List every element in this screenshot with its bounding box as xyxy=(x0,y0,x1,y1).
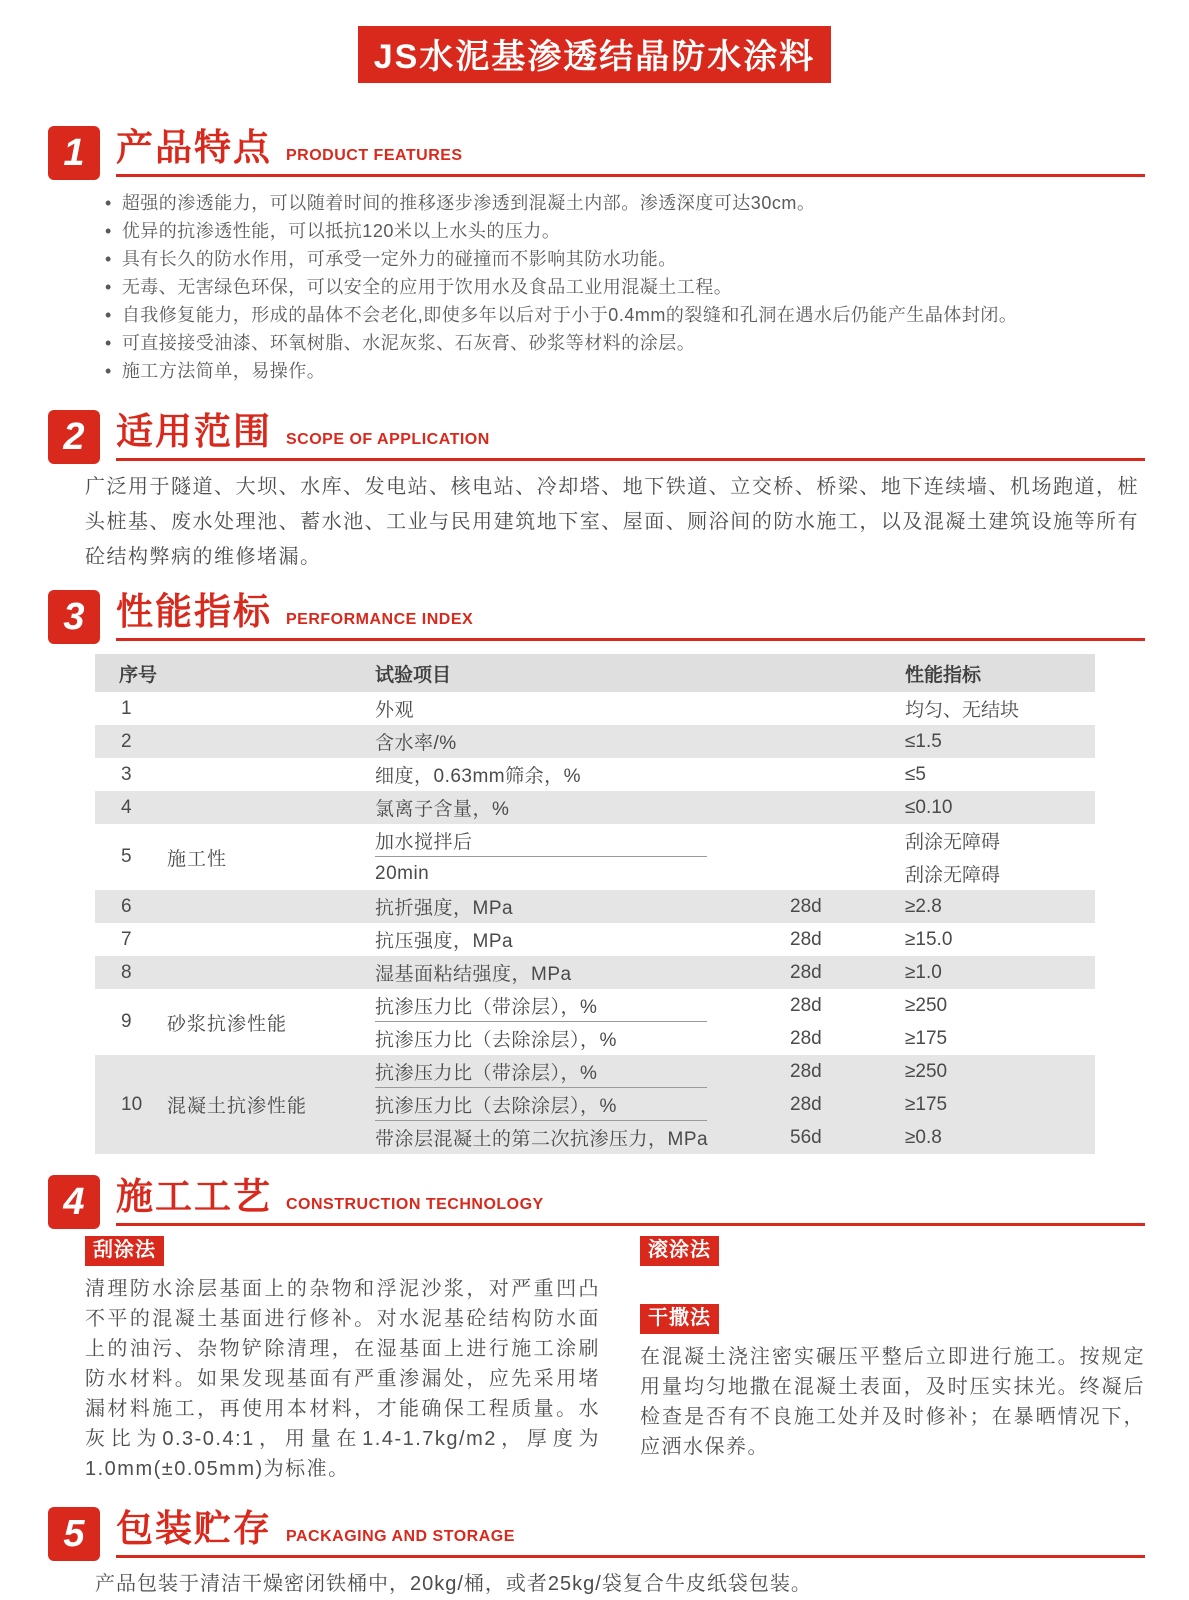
cell-category: 混凝土抗渗性能 xyxy=(167,1096,308,1117)
table-subrow xyxy=(375,1121,1095,1154)
table-body xyxy=(95,692,1095,1154)
section-title-rule xyxy=(116,1498,1145,1558)
cell-test-item: 抗渗压力比（去除涂层），% xyxy=(375,1096,617,1117)
cell-test-item: 氯离子含量，% xyxy=(375,799,510,820)
cell-index-value: ≤5 xyxy=(905,763,926,785)
feature-item: • 施工方法简单，易操作。 xyxy=(105,357,1129,385)
cell-index-value: 刮涂无障碍 xyxy=(905,832,1001,853)
table-row xyxy=(95,692,1095,725)
method-scrape-block xyxy=(85,1236,600,1484)
cell-items xyxy=(375,824,1095,890)
cell-age: 28d xyxy=(790,928,822,950)
table-subrow xyxy=(375,923,1095,956)
section-number-badge: 3 xyxy=(48,590,100,644)
feature-item: • 自我修复能力，形成的晶体不会老化,即使多年以后对于小于0.4mm的裂缝和孔洞在遇水后仍能产生晶体封闭。 xyxy=(105,301,1129,329)
section-title-cn: 施工工艺 xyxy=(116,1176,272,1217)
table-subrow xyxy=(375,890,1095,923)
table-subrow xyxy=(375,1055,1095,1088)
cell-items xyxy=(375,758,1095,791)
table-row xyxy=(95,824,1095,890)
table-header-row xyxy=(95,654,1095,692)
section-features xyxy=(0,117,1189,385)
cell-no: 5 xyxy=(121,846,132,867)
table-subrow xyxy=(375,989,1095,1022)
cell-no: 3 xyxy=(121,763,132,785)
cell-category: 砂浆抗渗性能 xyxy=(167,1013,288,1035)
cell-no: 6 xyxy=(121,895,132,917)
cell-test-item: 外观 xyxy=(375,700,415,721)
cell-index-value: 均匀、无结块 xyxy=(905,700,1020,721)
table-row xyxy=(95,791,1095,824)
cell-test-item: 抗渗压力比（去除涂层），% xyxy=(375,1030,617,1051)
method-text-scrape: 清理防水涂层基面上的杂物和浮泥沙浆，对严重凹凸不平的混凝土基面进行修补。对水泥基砼结构防水面上的油污、杂物铲除清理，在湿基面上进行施工涂刷防水材料。如果发现基面有严重渗漏处，应先采用堵漏材料施工，再使用本材料，才能确保工程质量。水灰比为0.3-0.4:1，用量在1.4-1.7kg/m2，厚度为1.0mm(±0.05mm)为标准。 xyxy=(85,1278,600,1480)
section-number-badge: 4 xyxy=(48,1175,100,1229)
section-header-packaging xyxy=(48,1498,1145,1558)
packaging-paragraph: 产品包装于清洁干燥密闭铁桶中，20kg/桶，或者25kg/袋复合牛皮纸袋包装。 xyxy=(95,1573,812,1595)
cell-index-value: ≤1.5 xyxy=(905,730,942,752)
cell-age: 28d xyxy=(790,895,822,917)
feature-item: • 具有长久的防水作用，可承受一定外力的碰撞而不影响其防水功能。 xyxy=(105,245,1129,273)
feature-item: • 优异的抗渗透性能，可以抵抗120米以上水头的压力。 xyxy=(105,217,1129,245)
section-title-rule xyxy=(116,1166,1145,1226)
table-subrow xyxy=(375,956,1095,989)
cell-test-item: 抗渗压力比（带涂层），% xyxy=(375,1063,598,1084)
section-title-en: CONSTRUCTION TECHNOLOGY xyxy=(286,1196,544,1213)
section-title-en: PACKAGING AND STORAGE xyxy=(286,1528,515,1545)
performance-table xyxy=(95,654,1095,1154)
cell-age: 28d xyxy=(790,1060,822,1082)
section-scope xyxy=(0,401,1189,575)
section-construction xyxy=(0,1166,1189,1484)
cell-no: 2 xyxy=(121,730,132,752)
cell-index-value: ≥2.8 xyxy=(905,895,942,917)
cell-no: 8 xyxy=(121,961,132,983)
section-number-badge: 2 xyxy=(48,410,100,464)
cell-test-item: 湿基面粘结强度，MPa xyxy=(375,964,572,985)
section-title-rule xyxy=(116,581,1145,641)
cell-index-value: ≥175 xyxy=(905,1093,948,1115)
section-title-cn: 包装贮存 xyxy=(116,1508,272,1549)
cell-no: 10 xyxy=(121,1093,143,1115)
table-subrow xyxy=(375,725,1095,758)
cell-items xyxy=(375,692,1095,725)
scope-paragraph: 广泛用于隧道、大坝、水库、发电站、核电站、冷却塔、地下铁道、立交桥、桥梁、地下连续墙、机场跑道，桩头桩基、废水处理池、蓄水池、工业与民用建筑地下室、屋面、厕浴间的防水施工，以及混凝土建筑设施等所有砼结构弊病的维修堵漏。 xyxy=(85,476,1139,568)
cell-no: 9 xyxy=(121,1011,132,1032)
section-header-performance xyxy=(48,581,1145,641)
feature-item: • 可直接接受油漆、环氧树脂、水泥灰浆、石灰膏、砂浆等材料的涂层。 xyxy=(105,329,1129,357)
table-row xyxy=(95,956,1095,989)
table-subrow xyxy=(375,1088,1095,1121)
section-performance xyxy=(0,581,1189,1154)
section-title-en: PRODUCT FEATURES xyxy=(286,147,463,164)
cell-items xyxy=(375,989,1095,1055)
section-header-construction xyxy=(48,1166,1145,1226)
cell-items xyxy=(375,1055,1095,1154)
cell-test-item: 抗压强度，MPa xyxy=(375,931,514,952)
table-row xyxy=(95,890,1095,923)
cell-age: 28d xyxy=(790,1027,822,1049)
table-subrow xyxy=(375,1022,1095,1055)
cell-age: 28d xyxy=(790,1093,822,1115)
section-number-badge: 1 xyxy=(48,126,100,180)
cell-index-value: ≥250 xyxy=(905,994,948,1016)
cell-index-value: ≤0.10 xyxy=(905,796,953,818)
cell-index-value: ≥0.8 xyxy=(905,1126,942,1148)
cell-age: 28d xyxy=(790,961,822,983)
section-title-en: PERFORMANCE INDEX xyxy=(286,611,474,628)
cell-items xyxy=(375,956,1095,989)
method-badge-dry: 干撒法 xyxy=(640,1304,719,1334)
cell-index-value: 刮涂无障碍 xyxy=(905,865,1001,886)
features-list xyxy=(105,189,1129,385)
table-subrow xyxy=(375,857,1095,890)
cell-test-item: 抗渗压力比（带涂层），% xyxy=(375,997,598,1018)
page-title: JS水泥基渗透结晶防水涂料 xyxy=(358,26,832,83)
cell-index-value: ≥175 xyxy=(905,1027,948,1049)
table-subrow xyxy=(375,791,1095,824)
cell-test-item: 抗折强度，MPa xyxy=(375,898,514,919)
section-title-rule xyxy=(116,117,1145,177)
method-text-dry: 在混凝土浇注密实碾压平整后立即进行施工。按规定用量均匀地撒在混凝土表面，及时压实抹光。终凝后检查是否有不良施工处并及时修补；在暴晒情况下，应洒水保养。 xyxy=(640,1346,1145,1458)
construction-columns xyxy=(85,1236,1145,1484)
cell-age: 56d xyxy=(790,1126,822,1148)
cell-test-item: 加水搅拌后 xyxy=(375,832,473,853)
method-roll-dry-block xyxy=(640,1236,1145,1484)
feature-item: • 无毒、无害绿色环保，可以安全的应用于饮用水及食品工业用混凝土工程。 xyxy=(105,273,1129,301)
header-cell-index: 性能指标 xyxy=(905,664,982,686)
cell-index-value: ≥15.0 xyxy=(905,928,953,950)
cell-no: 4 xyxy=(121,796,132,818)
table-subrow xyxy=(375,692,1095,725)
cell-no: 7 xyxy=(121,928,132,950)
cell-test-item: 细度，0.63mm筛余，% xyxy=(375,766,582,787)
header-cell-item: 试验项目 xyxy=(375,664,452,686)
header-cell-no: 序号 xyxy=(119,664,158,686)
cell-test-item: 带涂层混凝土的第二次抗渗压力，MPa xyxy=(375,1129,709,1150)
table-row xyxy=(95,725,1095,758)
feature-item: • 超强的渗透能力，可以随着时间的推移逐步渗透到混凝土内部。渗透深度可达30cm。 xyxy=(105,189,1129,217)
cell-items xyxy=(375,890,1095,923)
cell-test-item: 20min xyxy=(375,862,430,884)
section-title-en: SCOPE OF APPLICATION xyxy=(286,431,490,448)
cell-index-value: ≥1.0 xyxy=(905,961,942,983)
section-title-cn: 产品特点 xyxy=(116,127,272,168)
table-subrow xyxy=(375,824,1095,857)
cell-test-item: 含水率/% xyxy=(375,733,457,754)
table-subrow xyxy=(375,758,1095,791)
method-badge-roll: 滚涂法 xyxy=(640,1236,719,1266)
table-row xyxy=(95,758,1095,791)
section-header-features xyxy=(48,117,1145,177)
table-row xyxy=(95,923,1095,956)
section-number-badge: 5 xyxy=(48,1507,100,1561)
cell-category: 施工性 xyxy=(167,848,228,870)
section-title-cn: 适用范围 xyxy=(116,411,272,452)
table-row xyxy=(95,1055,1095,1154)
section-title-rule xyxy=(116,401,1145,461)
cell-items xyxy=(375,791,1095,824)
section-packaging xyxy=(0,1498,1189,1596)
cell-no: 1 xyxy=(121,697,132,719)
cell-items xyxy=(375,725,1095,758)
section-header-scope xyxy=(48,401,1145,461)
cell-age: 28d xyxy=(790,994,822,1016)
method-badge-scrape: 刮涂法 xyxy=(85,1236,164,1266)
table-row xyxy=(95,989,1095,1055)
section-title-cn: 性能指标 xyxy=(116,591,272,632)
cell-index-value: ≥250 xyxy=(905,1060,948,1082)
cell-items xyxy=(375,923,1095,956)
